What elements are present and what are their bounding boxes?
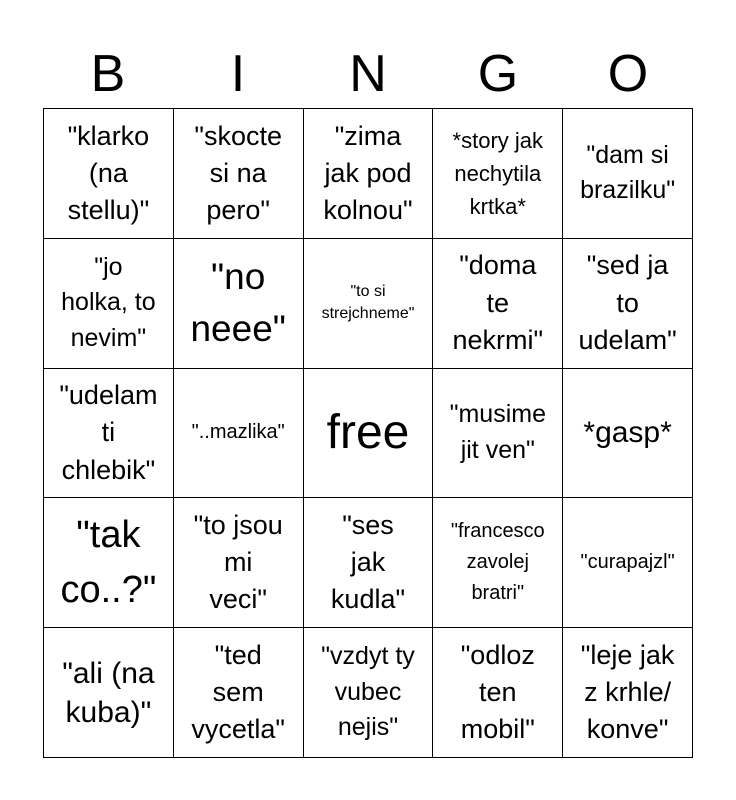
bingo-board	[43, 108, 693, 758]
bingo-cell[interactable]	[304, 628, 434, 758]
bingo-cell[interactable]	[44, 498, 174, 628]
bingo-header	[43, 40, 693, 108]
cell-text: "musime jit ven"	[449, 400, 546, 464]
bingo-cell[interactable]	[563, 109, 693, 239]
cell-text: *story jak nechytila krtka*	[452, 127, 544, 219]
cell-text: "to jsou mi veci"	[193, 509, 283, 615]
bingo-cell[interactable]	[563, 628, 693, 758]
cell-text: "leje jak z krhle/ konve"	[580, 639, 675, 745]
cell-text: "jo holka, to nevim"	[61, 252, 156, 352]
cell-text: "ted sem vycetla"	[191, 639, 285, 745]
bingo-cell[interactable]	[304, 498, 434, 628]
bingo-cell[interactable]	[433, 498, 563, 628]
cell-text: "sed ja to udelam"	[578, 250, 677, 355]
bingo-cell[interactable]	[433, 369, 563, 499]
cell-text: free	[326, 405, 410, 459]
cell-text: "to si strejchneme"	[321, 282, 415, 323]
cell-text: "dam si brazilku"	[580, 140, 676, 205]
bingo-cell[interactable]	[44, 109, 174, 239]
cell-text: "francesco zavolej bratri"	[450, 520, 545, 605]
cell-text: "no neee"	[190, 255, 286, 350]
cell-text: "odloz ten mobil"	[460, 639, 535, 745]
bingo-cell[interactable]	[174, 369, 304, 499]
bingo-cell[interactable]	[304, 109, 434, 239]
cell-text: "zima jak pod kolnou"	[323, 120, 413, 226]
bingo-cell[interactable]	[174, 239, 304, 369]
bingo-cell[interactable]	[563, 239, 693, 369]
bingo-cell[interactable]	[44, 628, 174, 758]
header-letter-n: N	[349, 45, 387, 103]
header-letter-g: G	[477, 45, 519, 103]
cell-text: "klarko (na stellu)"	[67, 120, 150, 226]
bingo-cell[interactable]	[563, 369, 693, 499]
free-space[interactable]	[304, 369, 434, 499]
bingo-cell[interactable]	[44, 239, 174, 369]
bingo-cell[interactable]	[433, 239, 563, 369]
bingo-cell[interactable]	[433, 628, 563, 758]
bingo-cell[interactable]	[44, 369, 174, 499]
bingo-cell[interactable]	[174, 109, 304, 239]
cell-text: "..mazlika"	[191, 421, 285, 444]
cell-text: "skocte si na pero"	[194, 120, 282, 226]
cell-text: "ali (na kuba)"	[62, 656, 155, 729]
cell-text: "doma te nekrmi"	[452, 250, 544, 355]
bingo-cell[interactable]	[563, 498, 693, 628]
bingo-cell[interactable]	[304, 239, 434, 369]
cell-text: "curapajzl"	[580, 551, 675, 574]
cell-text: "ses jak kudla"	[330, 509, 406, 615]
cell-text: "tak co..?"	[60, 513, 157, 611]
bingo-cell[interactable]	[174, 498, 304, 628]
header-letter-i: I	[230, 45, 246, 103]
cell-text: "vzdyt ty vubec nejis"	[321, 642, 415, 742]
cell-text: *gasp*	[583, 416, 672, 450]
header-letter-b: B	[90, 45, 126, 103]
bingo-cell[interactable]	[174, 628, 304, 758]
bingo-cell[interactable]	[433, 109, 563, 239]
cell-text: "udelam ti chlebik"	[59, 380, 158, 485]
header-letter-o: O	[607, 45, 649, 103]
